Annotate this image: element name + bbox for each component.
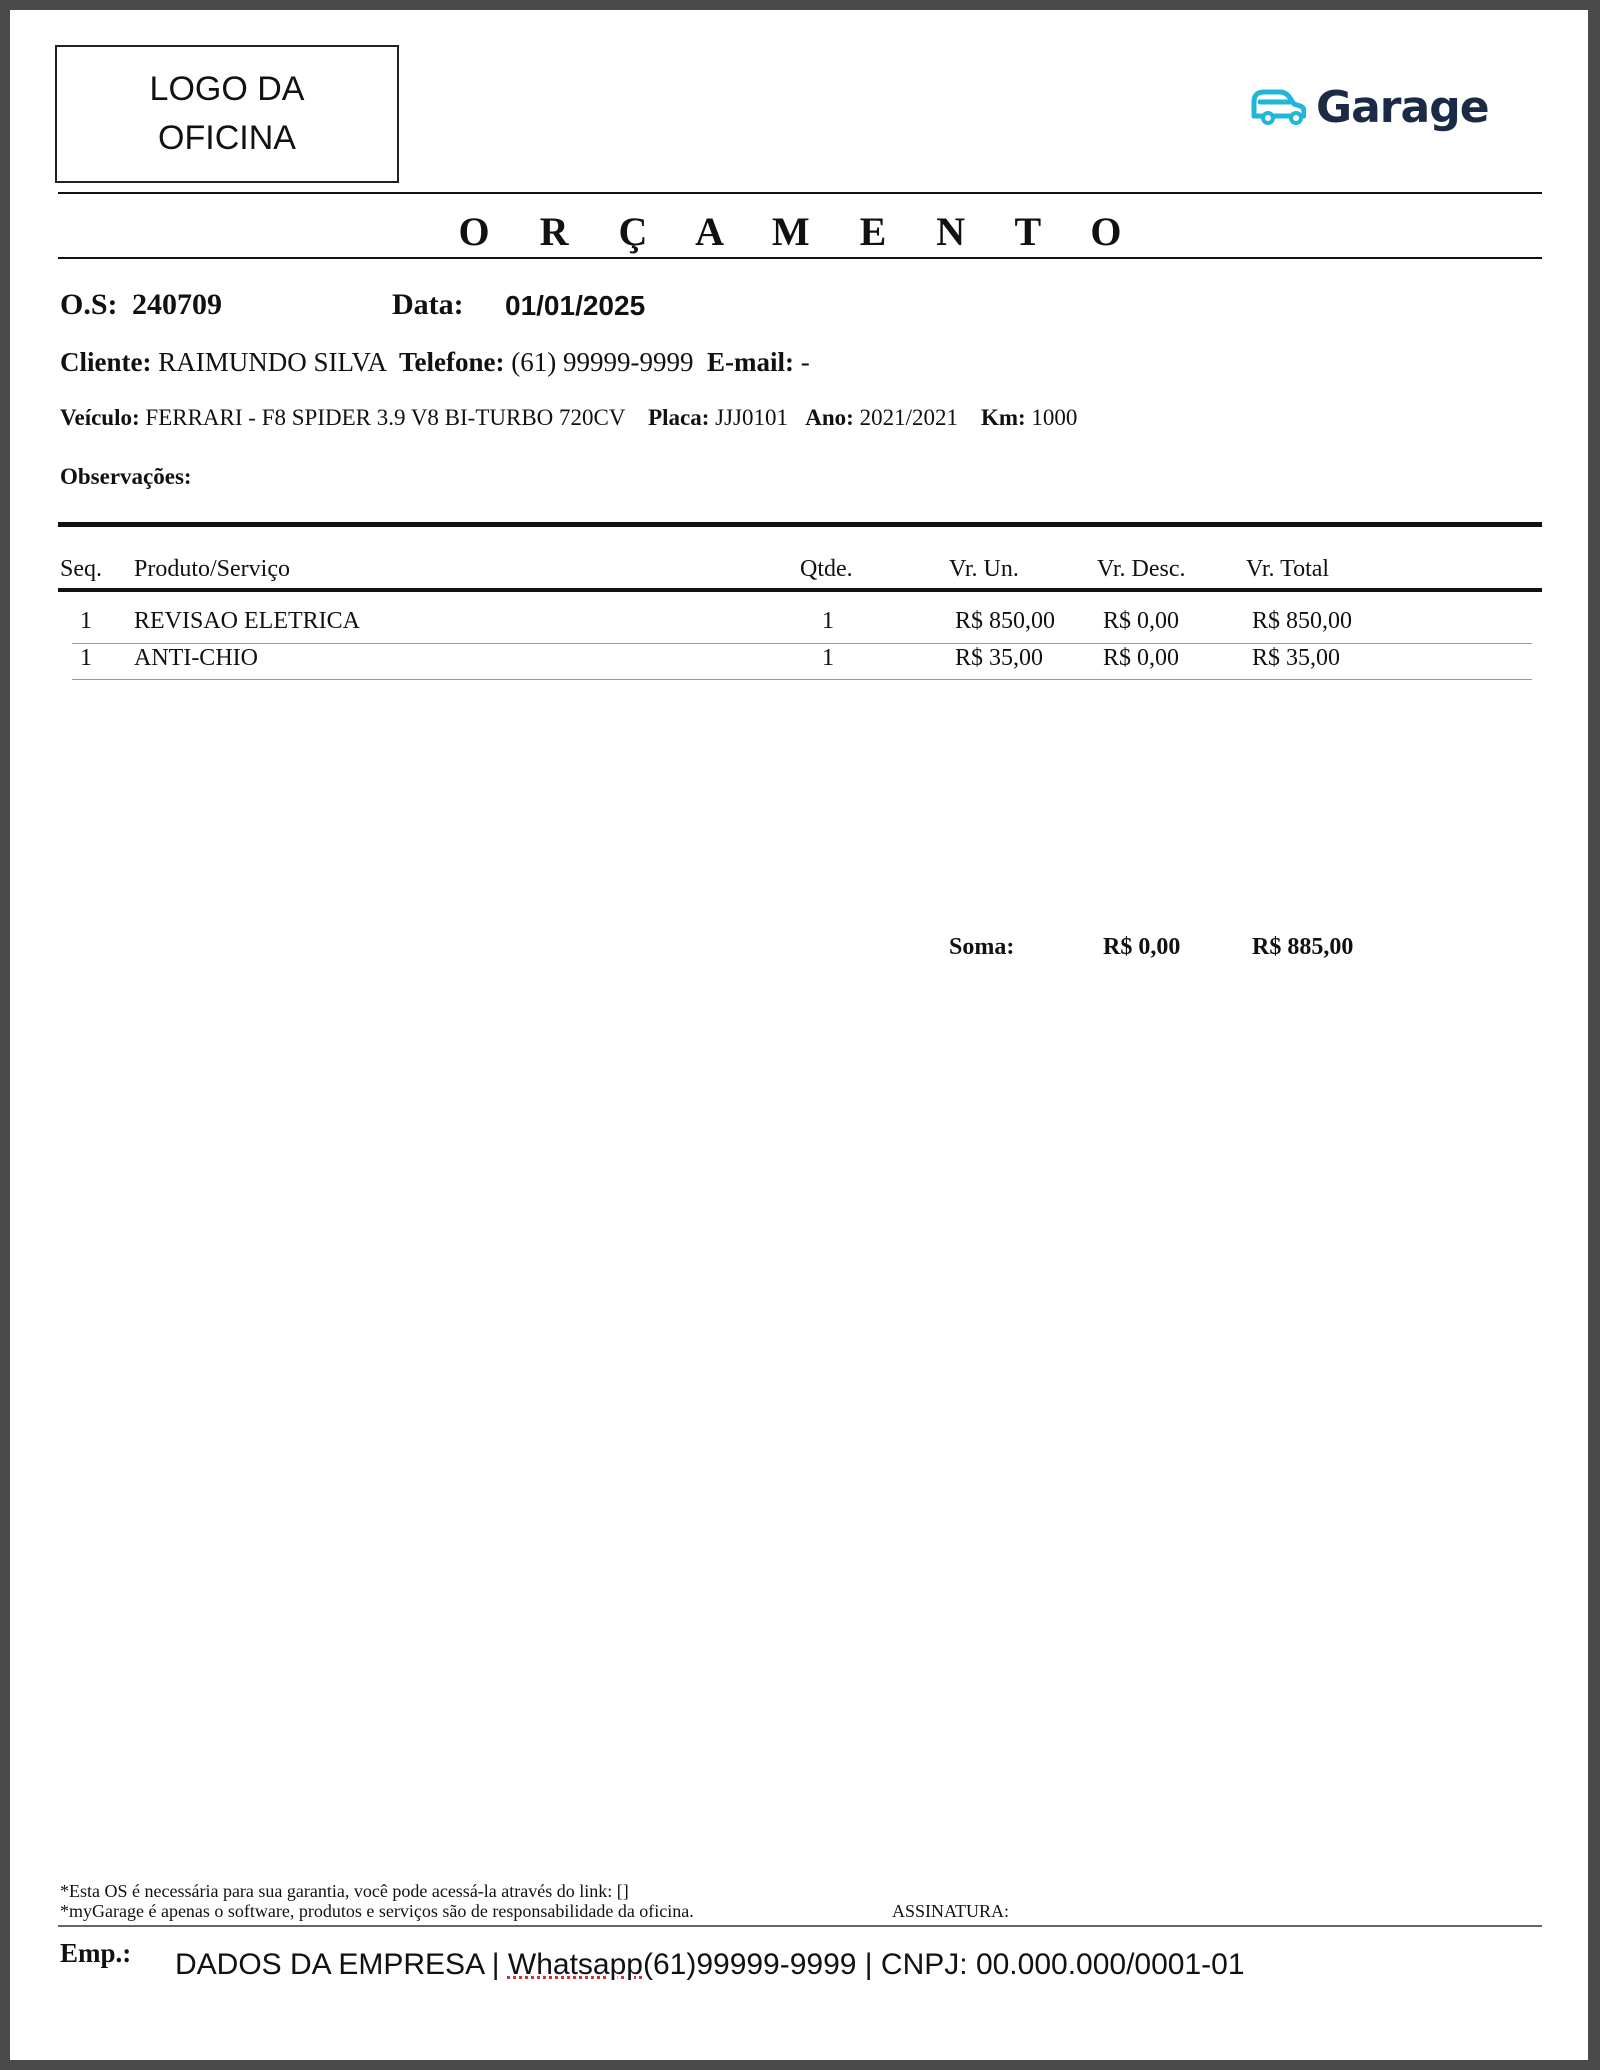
phone-value: (61) 99999-9999 [511,347,694,377]
workshop-logo-placeholder [55,45,399,183]
row-divider [72,679,1532,680]
row-divider [72,643,1532,644]
km-label: Km: [980,405,1026,430]
col-header-total: Vr. Total [1246,556,1330,582]
table-cell-seq: 1 [80,645,92,671]
os-label: O.S: [60,288,118,321]
company-data [175,1948,1245,1982]
client-name: RAIMUNDO SILVA [158,347,386,377]
table-cell-discount: R$ 0,00 [1103,645,1180,671]
table-cell-qty: 1 [822,645,834,671]
vehicle-label: Veículo: [60,405,140,430]
phone-label: Telefone: [399,347,505,377]
plate-value: JJJ0101 [715,405,788,430]
divider-title [58,257,1542,259]
table-cell-total: R$ 850,00 [1252,608,1353,634]
col-header-qty: Qtde. [800,556,853,582]
company-prefix: DADOS DA EMPRESA | [175,1948,508,1981]
sum-total: R$ 885,00 [1252,934,1354,960]
plate-label: Placa: [648,405,710,430]
col-header-product: Produto/Serviço [134,556,290,582]
os-number: 240709 [132,288,222,321]
whatsapp-label: Whatsapp [507,1948,643,1981]
document-title: O R Ç A M E N T O [458,209,1142,254]
company-suffix: (61)99999-9999 | CNPJ: 00.000.000/0001-01 [642,1948,1245,1981]
notes-label: Observações: [60,464,192,489]
software-note: *myGarage é apenas o software, produtos e serviços são de responsabilidade da oficina. [60,1901,694,1921]
table-cell-seq: 1 [80,608,92,634]
table-cell-product: REVISAO ELETRICA [134,608,360,634]
table-cell-discount: R$ 0,00 [1103,608,1180,634]
col-header-unit-price: Vr. Un. [949,556,1019,582]
signature-label: ASSINATURA: [892,1901,1010,1921]
date-value: 01/01/2025 [505,290,646,321]
email-value: - [800,347,810,377]
year-label: Ano: [805,405,854,430]
client-line [60,347,810,378]
sum-label: Soma: [949,934,1015,960]
sum-discount: R$ 0,00 [1103,934,1181,960]
garage-brand [1250,82,1489,133]
date-label: Data: [392,288,464,321]
logo-line-2: OFICINA [158,119,296,157]
table-cell-product: ANTI-CHIO [134,645,258,671]
brand-name: Garage [1316,82,1489,133]
table-cell-unit-price: R$ 850,00 [955,608,1056,634]
table-cell-total: R$ 35,00 [1252,645,1341,671]
divider-table-header [58,588,1542,592]
vehicle-value: FERRARI - F8 SPIDER 3.9 V8 BI-TURBO 720CV [145,405,626,430]
col-header-discount: Vr. Desc. [1097,556,1186,582]
col-header-seq: Seq. [60,556,102,582]
company-label: Emp.: [60,1938,132,1968]
warranty-note: *Esta OS é necessária para sua garantia, você pode acessá-la através do link: [] [60,1881,629,1901]
email-label: E-mail: [707,347,794,377]
client-label: Cliente: [60,347,152,377]
year-value: 2021/2021 [859,405,958,430]
car-icon [1250,86,1306,130]
table-cell-qty: 1 [822,608,834,634]
budget-document [10,10,1588,2060]
divider-top [58,192,1542,194]
vehicle-line [60,405,1077,431]
logo-line-1: LOGO DA [149,69,305,108]
divider-table-top [58,522,1542,527]
divider-footer [58,1925,1542,1927]
table-cell-unit-price: R$ 35,00 [955,645,1044,671]
km-value: 1000 [1031,405,1078,430]
